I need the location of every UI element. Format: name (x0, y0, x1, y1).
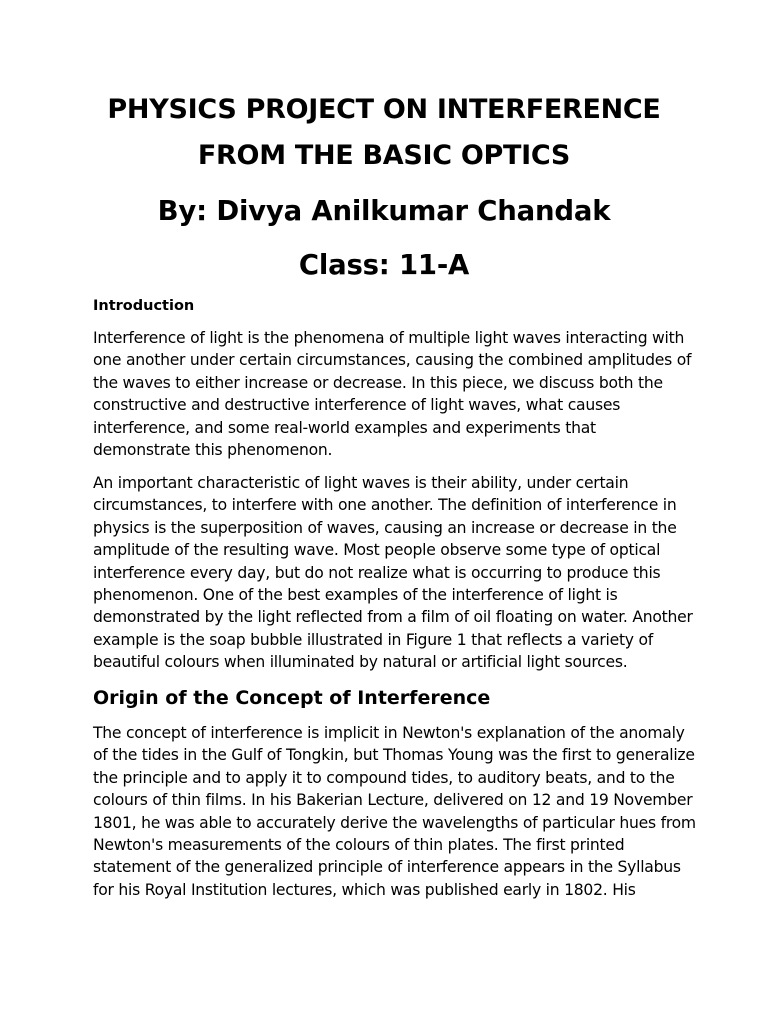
author-line: By: Divya Anilkumar Chandak (157, 195, 611, 227)
class-line: Class: 11-A (298, 249, 470, 281)
paragraph-line: An important characteristic of light waves is their ability, under certain (93, 474, 629, 492)
paragraph-line: Newton's measurements of the colours of thin plates. The first printed (93, 836, 625, 855)
paragraph-line: demonstrate this phenomenon. (93, 441, 333, 460)
paragraph-line: interference every day, but do not realize what is occurring to produce this (93, 563, 661, 582)
paragraph-line: the principle and to apply it to compound tides, to auditory beats, and to the (93, 768, 675, 787)
paragraph-line: beautiful colours when illuminated by natural or artificial light sources. (93, 653, 628, 672)
paragraph-line: phenomenon. One of the best examples of the interference of light is (93, 586, 618, 605)
paragraph-line: the waves to either increase or decrease. In this piece, we discuss both the (93, 373, 663, 392)
title-line-2: FROM THE BASIC OPTICS (197, 140, 571, 171)
paragraph-line: constructive and destructive interference of light waves, what causes (93, 396, 621, 415)
paragraph-line: circumstances, to interfere with one another. The definition of interference in (93, 496, 677, 515)
paragraph-line: colours of thin films. In his Bakerian Lecture, delivered on 12 and 19 November (93, 791, 693, 810)
section-heading-origin: Origin of the Concept of Interference (93, 687, 491, 709)
paragraph-intro (93, 327, 693, 461)
paragraph-line: demonstrated by the light reflected from a film of oil floating on water. Another (93, 608, 693, 627)
intro-heading: Introduction (93, 298, 195, 314)
paragraph-origin (93, 722, 696, 901)
paragraph-line: physics is the superposition of waves, causing an increase or decrease in the (93, 518, 677, 537)
paragraph-line: one another under certain circumstances, causing the combined amplitudes of (93, 351, 692, 370)
paragraph-line: The concept of interference is implicit in Newton's explanation of the anomaly (93, 724, 685, 742)
paragraph-line: statement of the generalized principle of interference appears in the Syllabus (93, 858, 681, 877)
paragraph-line: interference, and some real-world examples and experiments that (93, 418, 596, 437)
title-line-1: PHYSICS PROJECT ON INTERFERENCE (107, 94, 661, 125)
paragraph-characteristics (93, 472, 693, 674)
paragraph-line: amplitude of the resulting wave. Most people observe some type of optical (93, 541, 661, 560)
paragraph-line: of the tides in the Gulf of Tongkin, but Thomas Young was the first to generalize (93, 746, 695, 765)
paragraph-line: example is the soap bubble illustrated in Figure 1 that reflects a variety of (93, 630, 654, 649)
paragraph-line: 1801, he was able to accurately derive the wavelengths of particular hues from (93, 813, 696, 832)
paragraph-line: for his Royal Institution lectures, which was published early in 1802. His (93, 880, 636, 899)
paragraph-line: Interference of light is the phenomena of multiple light waves interacting with (93, 329, 685, 347)
